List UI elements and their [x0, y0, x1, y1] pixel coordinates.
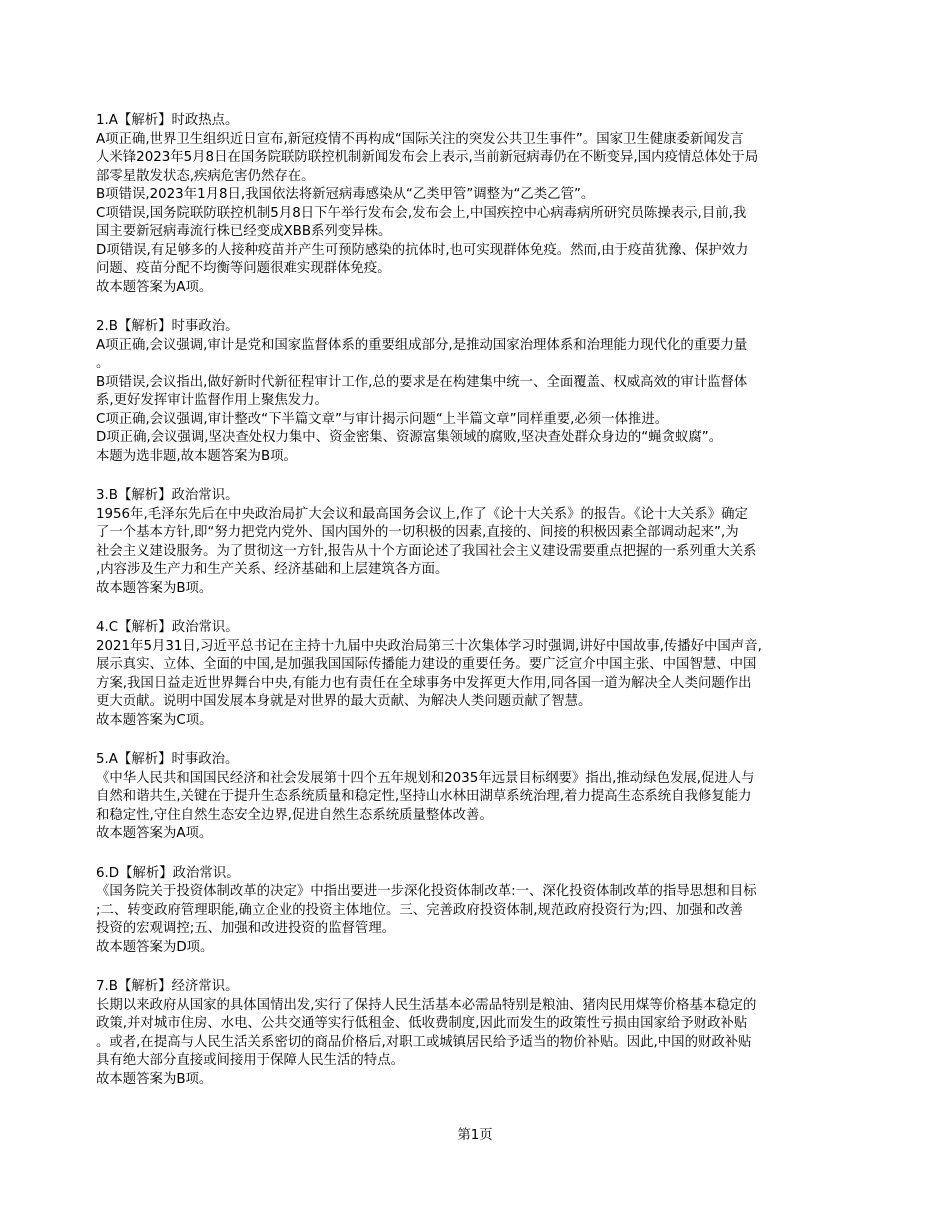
text-line: ;二、转变政府管理职能,确立企业的投资主体地位。三、完善政府投资体制,规范政府投资行为;四、加强和改善 — [96, 902, 743, 918]
answer-line: 本题为选非题,故本题答案为B项。 — [96, 448, 297, 464]
document-body — [96, 112, 868, 1110]
text-line: ,内容涉及生产力和生产关系、经济基础和上层建筑各方面。 — [96, 562, 449, 577]
text-line: 。 — [96, 356, 110, 371]
text-line: 部零星散发状态,疾病危害仍然存在。 — [96, 168, 315, 184]
text-line: 投资的宏观调控;五、加强和改进投资的监督管理。 — [96, 921, 396, 936]
question-7 — [96, 978, 868, 1089]
text-line: 和稳定性,守住自然生态安全边界,促进自然生态系统质量整体改善。 — [96, 807, 493, 823]
question-3 — [96, 487, 868, 598]
text-line: 《中华人民共和国国民经济和社会发展第十四个五年规划和2035年远景目标纲要》指出,推动绿色发展,促进人与 — [96, 770, 755, 786]
question-6 — [96, 865, 868, 958]
text-line: 人米锋2023年5月8日在国务院联防联控机制新闻发布会上表示,当前新冠病毒仍在不断变异,国内疫情总体处于局 — [96, 150, 759, 165]
question-4 — [96, 619, 868, 730]
text-line: 更大贡献。说明中国发展本身就是对世界的最大贡献、为解决人类问题贡献了智慧。 — [96, 694, 592, 709]
question-header: 3.B【解析】政治常识。 — [96, 488, 239, 503]
question-1 — [96, 112, 868, 297]
answer-line: 故本题答案为D项。 — [96, 939, 214, 955]
text-line: 了一个基本方针,即“努力把党内党外、国内国外的一切积极的因素,直接的、间接的积极因素全部调动起来”,为 — [96, 525, 739, 540]
text-line: C项错误,国务院联防联控机制5月8日下午举行发布会,发布会上,中国疾控中心病毒病所研究员陈操表示,目前,我 — [96, 205, 747, 221]
text-line: D项正确,会议强调,坚决查处权力集中、资金密集、资源富集领域的腐败,坚决查处群众身边的“蝇贪蚁腐”。 — [96, 430, 723, 445]
question-2 — [96, 318, 868, 466]
question-header: 6.D【解析】政治常识。 — [96, 865, 240, 881]
text-line: 。或者,在提高与人民生活关系密切的商品价格后,对职工或城镇居民给予适当的物价补贴。因此,中国的财政补贴 — [96, 1034, 752, 1050]
text-line: 问题、疫苗分配不均衡等问题很难实现群体免疫。 — [96, 261, 391, 276]
answer-line: 故本题答案为B项。 — [96, 1071, 213, 1087]
text-line: 长期以来政府从国家的具体国情出发,实行了保持人民生活基本必需品特别是粮油、猪肉民用煤等价格基本稳定的 — [96, 997, 757, 1013]
answer-line: 故本题答案为C项。 — [96, 712, 213, 728]
text-line: 1956年,毛泽东先后在中央政治局扩大会议和最高国务会议上,作了《论十大关系》的报告。《论十大关系》确定 — [96, 506, 748, 522]
text-line: 展示真实、立体、全面的中国,是加强我国国际传播能力建设的重要任务。要广泛宣介中国主张、中国智慧、中国 — [96, 657, 757, 672]
question-header: 7.B【解析】经济常识。 — [96, 979, 239, 994]
text-line: 方案,我国日益走近世界舞台中央,有能力也有责任在全球事务中发挥更大作用,同各国一道为解决全人类问题作出 — [96, 675, 752, 691]
answer-line: 故本题答案为B项。 — [96, 580, 213, 596]
text-line: 具有绝大部分直接或间接用于保障人民生活的特点。 — [96, 1053, 404, 1068]
text-line: 系,更好发挥审计监督作用上聚焦发力。 — [96, 393, 328, 408]
text-line: 2021年5月31日,习近平总书记在主持十九届中央政治局第三十次集体学习时强调,讲好中国故事,传播好中国声音, — [96, 638, 762, 654]
text-line: A项正确,会议强调,审计是党和国家监督体系的重要组成部分,是推动国家治理体系和治理能力现代化的重要力量 — [96, 337, 748, 353]
text-line: 《国务院关于投资体制改革的决定》中指出要进一步深化投资体制改革:一、深化投资体制改革的指导思想和目标 — [96, 884, 757, 899]
text-line: B项错误,2023年1月8日,我国依法将新冠病毒感染从“乙类甲管”调整为“乙类乙管”。 — [96, 187, 595, 202]
question-5 — [96, 751, 868, 844]
text-line: B项错误,会议指出,做好新时代新征程审计工作,总的要求是在构建集中统一、全面覆盖、权威高效的审计监督体 — [96, 374, 748, 390]
text-line: D项错误,有足够多的人接种疫苗并产生可预防感染的抗体时,也可实现群体免疫。然而,由于疫苗犹豫、保护效力 — [96, 242, 749, 258]
text-line: A项正确,世界卫生组织近日宣布,新冠疫情不再构成“国际关注的突发公共卫生事件”。国家卫生健康委新闻发言 — [96, 131, 744, 147]
question-header: 1.A【解析】时政热点。 — [96, 113, 239, 128]
page-number: 第1页 — [457, 1128, 493, 1143]
text-line: 国主要新冠病毒流行株已经变成XBB系列变异株。 — [96, 224, 392, 239]
text-line: 政策,并对城市住房、水电、公共交通等实行低租金、低收费制度,因此而发生的政策性亏损由国家给予财政补贴 — [96, 1016, 748, 1031]
question-header: 5.A【解析】时事政治。 — [96, 752, 239, 767]
text-line: 自然和谐共生,关键在于提升生态系统质量和稳定性,坚持山水林田湖草系统治理,着力提高生态系统自我修复能力 — [96, 789, 752, 804]
text-line: C项正确,会议强调,审计整改“下半篇文章”与审计揭示问题“上半篇文章”同样重要,必须一体推进。 — [96, 411, 669, 427]
answer-line: 故本题答案为A项。 — [96, 826, 213, 841]
question-header: 2.B【解析】时事政治。 — [96, 319, 239, 334]
question-header: 4.C【解析】政治常识。 — [96, 620, 239, 635]
text-line: 社会主义建设服务。为了贯彻这一方针,报告从十个方面论述了我国社会主义建设需要重点把握的一系列重大关系 — [96, 543, 757, 559]
answer-line: 故本题答案为A项。 — [96, 279, 213, 295]
